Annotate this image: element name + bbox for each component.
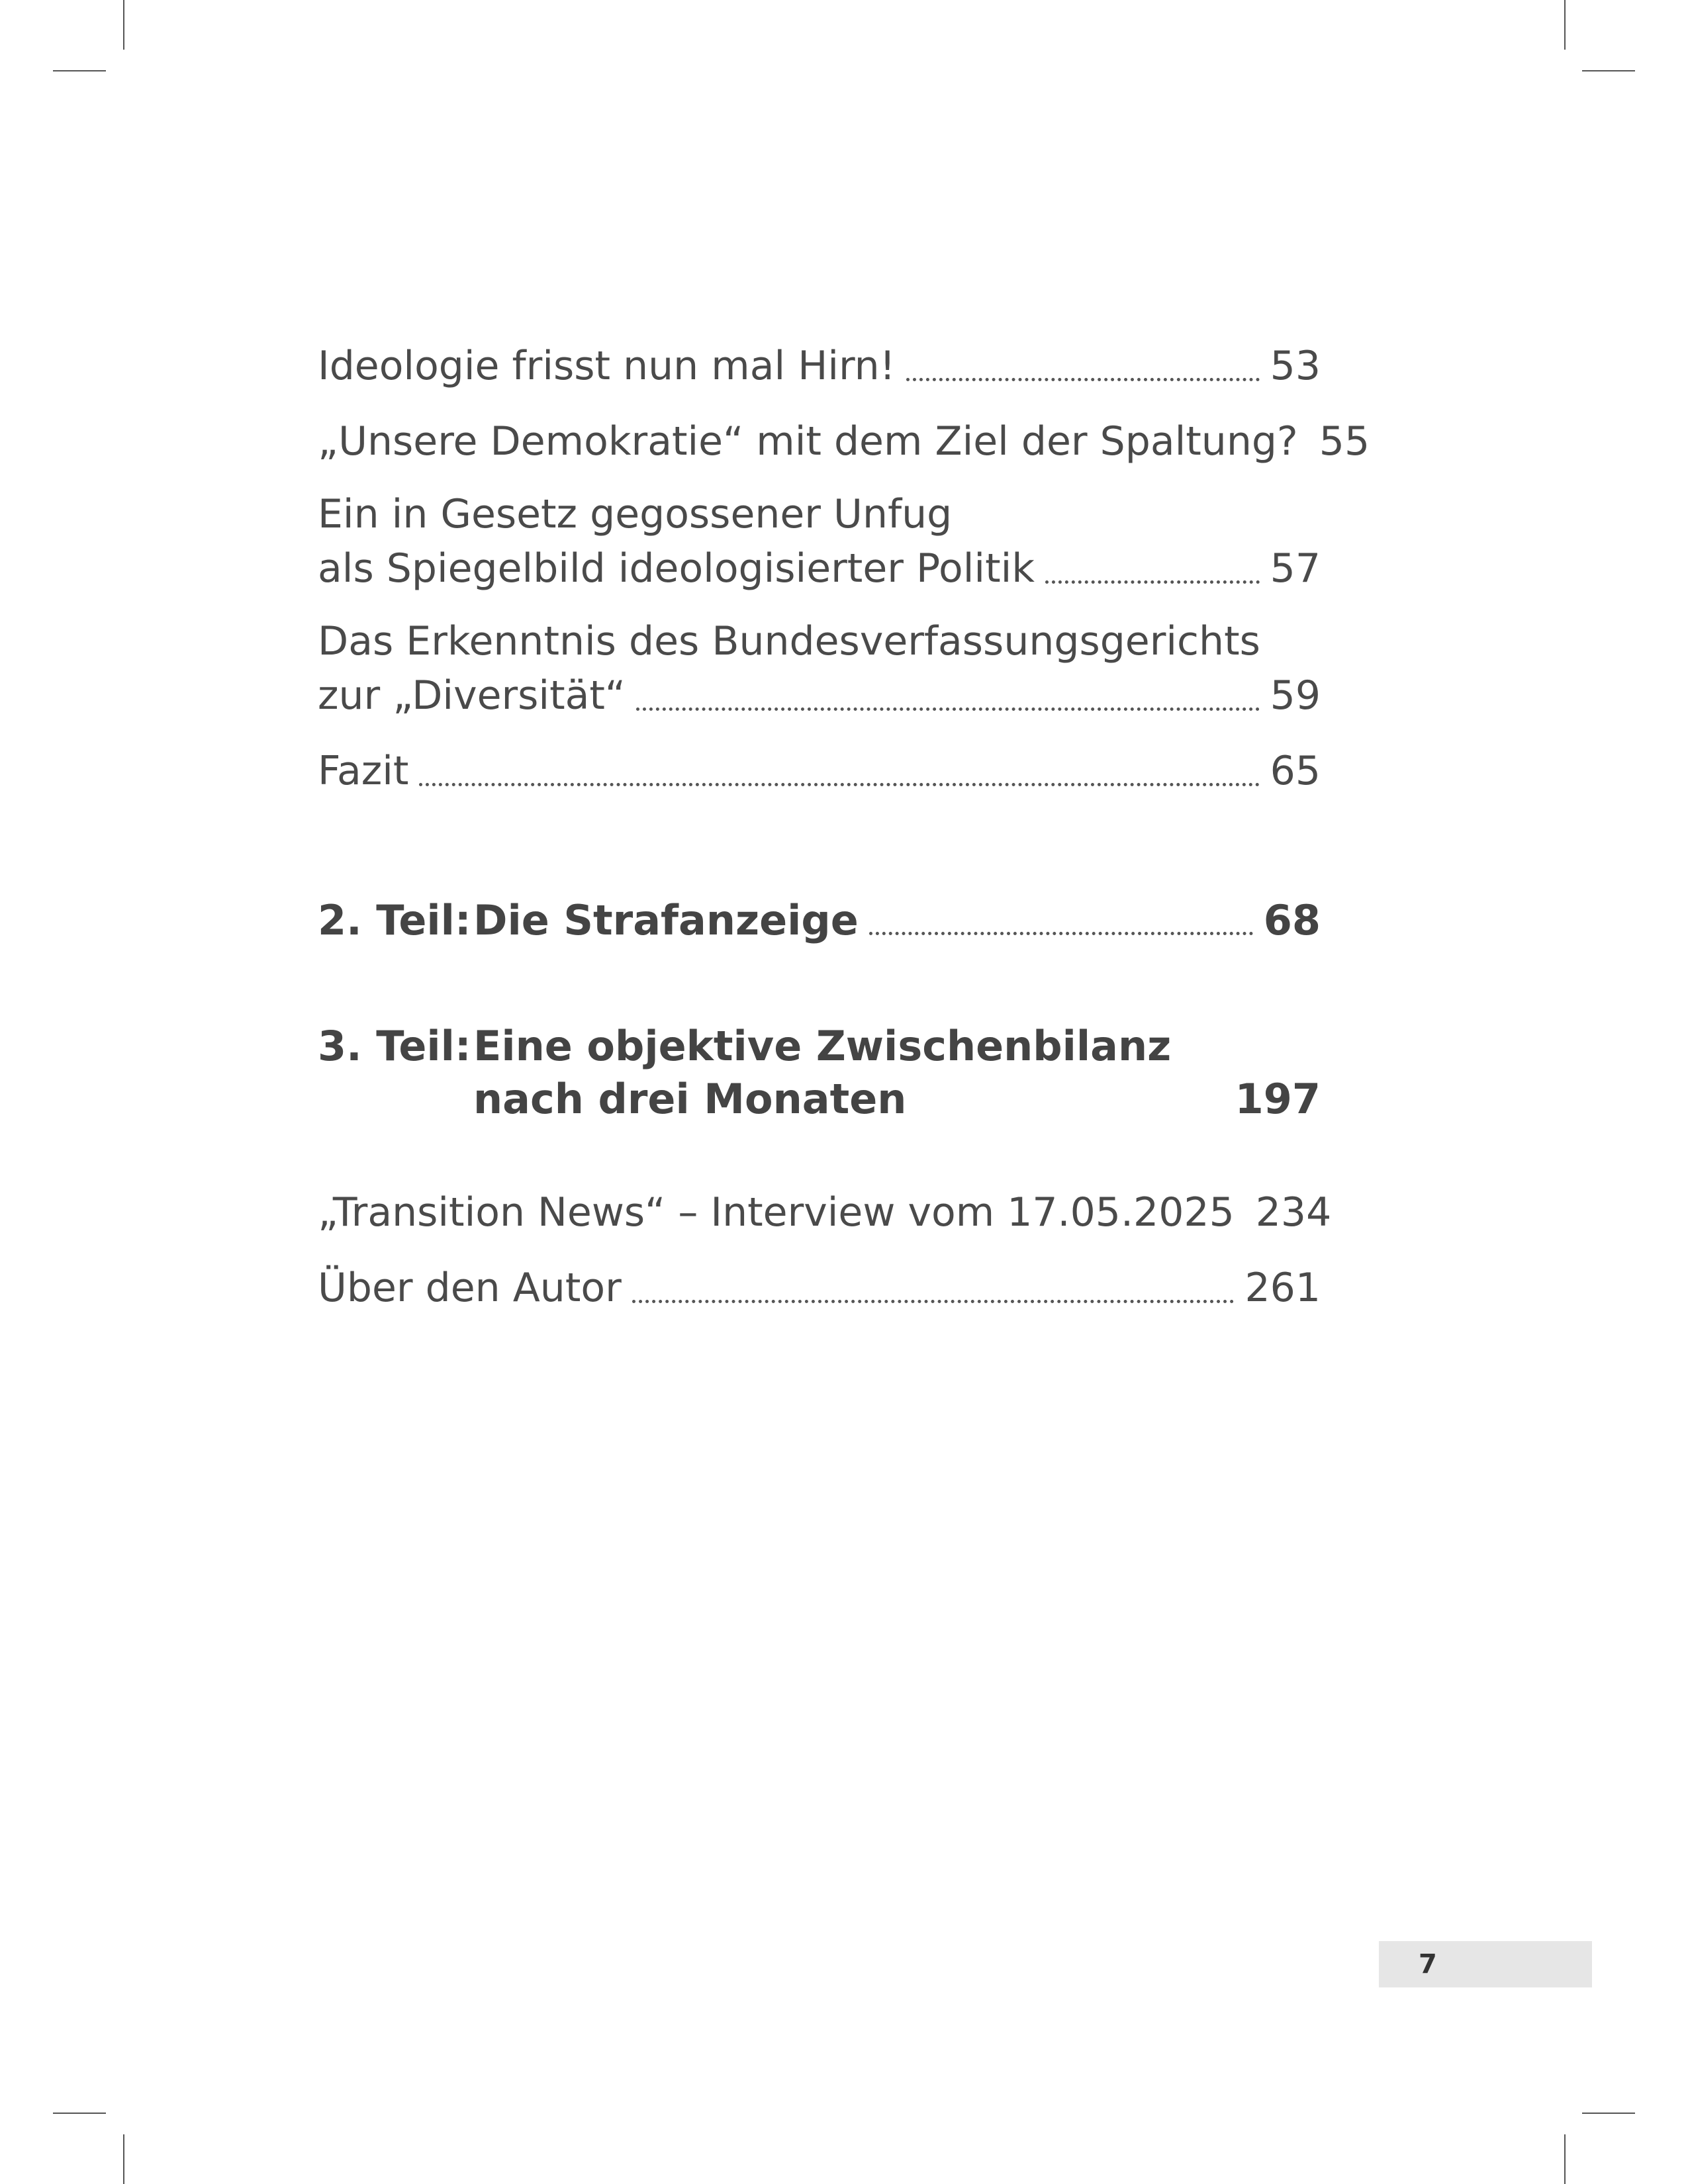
part-page: 68	[1263, 896, 1321, 944]
crop-mark	[53, 70, 106, 71]
toc-entry[interactable]	[318, 487, 1321, 596]
crop-mark	[1582, 2113, 1635, 2114]
toc-entry-title-line: zur „Diversität“	[318, 672, 626, 719]
toc-entry[interactable]	[318, 339, 1321, 393]
toc-entry-page: 65	[1270, 748, 1321, 794]
toc-entry-page: 59	[1270, 672, 1321, 719]
part-page: 197	[1235, 1075, 1321, 1123]
toc-entry-page: 55	[1319, 418, 1370, 465]
toc-entry[interactable]	[318, 414, 1370, 469]
crop-mark	[1564, 2134, 1566, 2184]
toc-entry-title-line: Das Erkenntnis des Bundesverfassungsgerichts	[318, 618, 1260, 664]
toc-entry-title: Über den Autor	[318, 1265, 622, 1311]
part-number: 3. Teil:	[318, 1022, 471, 1070]
toc-part-entry[interactable]	[318, 894, 1321, 947]
toc-entry-page: 53	[1270, 343, 1321, 389]
toc-entry[interactable]	[318, 1185, 1332, 1240]
toc-entry-title-line: als Spiegelbild ideologisierter Politik	[318, 545, 1035, 592]
dot-leader	[869, 932, 1253, 935]
dot-leader	[906, 378, 1260, 381]
toc-entry-title-line: Ein in Gesetz gegossener Unfug	[318, 491, 953, 537]
dot-leader	[632, 1300, 1235, 1303]
part-title: Die Strafanzeige	[473, 896, 859, 944]
toc-entry-title: Ideologie frisst nun mal Hirn!	[318, 343, 896, 389]
dot-leader	[419, 783, 1259, 786]
part-title-line: nach drei Monaten	[473, 1075, 907, 1123]
toc-entry[interactable]	[318, 614, 1321, 723]
part-title-line: Eine objektive Zwischenbilanz	[473, 1022, 1172, 1070]
toc-entry[interactable]	[318, 1261, 1321, 1315]
toc-entry[interactable]	[318, 744, 1321, 798]
toc-entry-title: Fazit	[318, 748, 409, 794]
toc-entry-page: 234	[1255, 1189, 1332, 1236]
toc-part-entry[interactable]	[318, 1020, 1321, 1126]
part-number: 2. Teil:	[318, 896, 471, 944]
table-of-contents	[318, 331, 1370, 1315]
toc-entry-page: 57	[1270, 545, 1321, 592]
toc-entry-page: 261	[1244, 1265, 1321, 1311]
toc-entry-title: „Transition News“ – Interview vom 17.05.2025	[318, 1189, 1235, 1236]
page-number-box	[1379, 1941, 1592, 1987]
crop-mark	[1582, 70, 1635, 71]
toc-entry-title: „Unsere Demokratie“ mit dem Ziel der Spaltung?	[318, 418, 1298, 465]
crop-mark	[123, 2134, 124, 2184]
page-number: 7	[1419, 1949, 1437, 1979]
crop-mark	[123, 0, 124, 50]
crop-mark	[53, 2113, 106, 2114]
dot-leader	[636, 707, 1260, 711]
crop-mark	[1564, 0, 1566, 50]
dot-leader	[1045, 580, 1260, 584]
